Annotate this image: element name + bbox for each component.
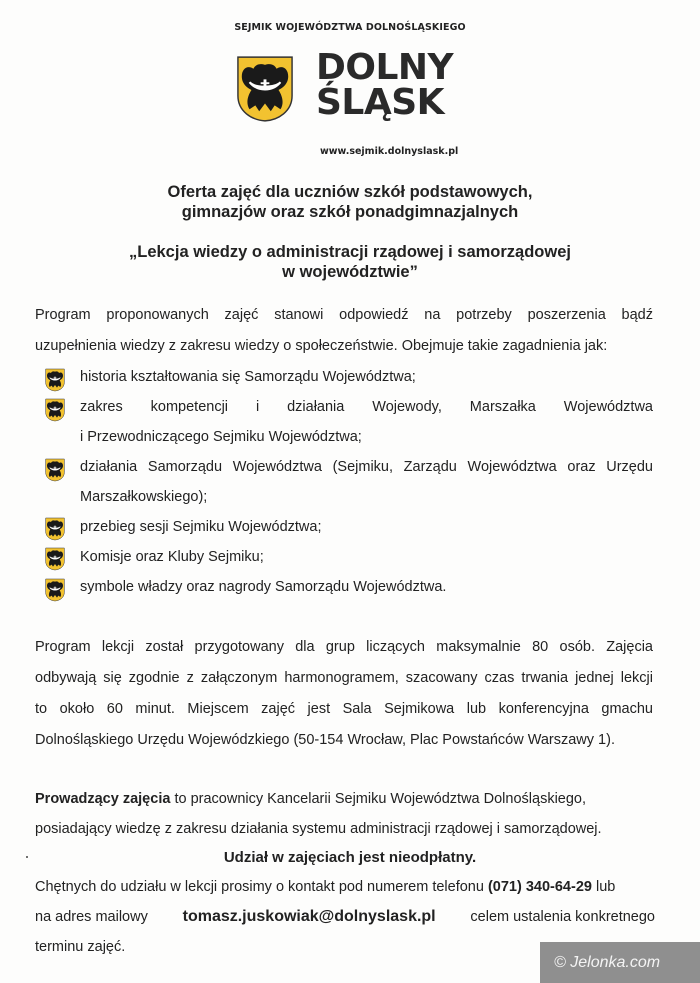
crest-bullet-icon	[45, 578, 65, 602]
brand-line-1: DOLNY	[316, 47, 454, 88]
contact-line-1-pre: Chętnych do udziału w lekcji prosimy o kontakt pod numerem telefonu	[35, 879, 488, 895]
offer-title-line-2: gimnazjów oraz szkół ponadgimnazjalnych	[181, 203, 519, 221]
crest-bullet-icon	[45, 458, 65, 482]
brand-logo	[316, 47, 454, 123]
contact-email[interactable]: tomasz.juskowiak@dolnyslask.pl	[182, 908, 436, 925]
topic-item-continued: Marszałkowskiego);	[80, 489, 208, 505]
contact-line-1-post: lub	[591, 879, 616, 895]
topic-item-continued: i Przewodniczącego Sejmiku Województwa;	[80, 429, 362, 445]
leaders-bold-lead: Prowadzący zajęcia	[35, 791, 171, 807]
crest-bullet-icon	[45, 368, 65, 392]
program-line-1: Program lekcji został przygotowany dla grup liczących maksymalnie 80 osób. Zajęcia	[35, 639, 653, 655]
leaders-line-2: posiadający wiedzę z zakresu działania systemu administracji rządowej i samorządowej.	[35, 821, 602, 837]
intro-line-2: uzupełnienia wiedzy z zakresu wiedzy o społeczeństwie. Obejmuje takie zagadnienia jak:	[35, 338, 608, 354]
topic-item: przebieg sesji Sejmiku Województwa;	[80, 519, 322, 535]
topic-item: działania Samorządu Województwa (Sejmiku, Zarządu Województwa oraz Urzędu	[80, 459, 653, 475]
brand-line-2: ŚLĄSK	[316, 82, 445, 123]
topic-item: Komisje oraz Kluby Sejmiku;	[80, 549, 264, 565]
free-participation-notice: Udział w zajęciach jest nieodpłatny.	[223, 849, 477, 866]
crest-bullet-icon	[45, 547, 65, 571]
offer-title-line-1: Oferta zajęć dla uczniów szkół podstawowych,	[167, 183, 533, 201]
contact-line-1	[35, 872, 615, 902]
topic-item: zakres kompetencji i działania Wojewody, Marszałka Województwa	[80, 399, 653, 415]
leaders-line-1	[35, 784, 655, 814]
program-line-3: to około 60 minut. Miejscem zajęć jest Sala Sejmikowa lub konferencyjna gmachu	[35, 701, 653, 717]
website-link[interactable]: www.sejmik.dolnyslask.pl	[320, 146, 459, 157]
lower-silesia-eagle-crest-icon	[236, 55, 294, 123]
intro-line-1: Program proponowanych zajęć stanowi odpowiedź na potrzeby poszerzenia bądź	[35, 307, 653, 323]
lesson-title-line-1: „Lekcja wiedzy o administracji rządowej i samorządowej	[129, 243, 571, 261]
crest-bullet-icon	[45, 517, 65, 541]
watermark: © Jelonka.com	[540, 942, 700, 983]
leaders-line-1-rest: to pracownicy Kancelarii Sejmiku Województwa Dolnośląskiego,	[170, 791, 587, 807]
contact-phone[interactable]: (071) 340-64-29	[487, 879, 592, 895]
contact-line-3: terminu zajęć.	[35, 939, 126, 955]
program-line-4: Dolnośląskiego Urzędu Wojewódzkiego (50-154 Wrocław, Plac Powstańców Warszawy 1).	[35, 732, 615, 748]
contact-line-2-post: celem ustalenia konkretnego	[470, 909, 655, 925]
program-line-2: odbywają się zgodnie z załączonym harmonogramem, szacowany czas trwania jednej lekcji	[35, 670, 653, 686]
topic-item: symbole władzy oraz nagrody Samorządu Województwa.	[80, 579, 447, 595]
crest-bullet-icon	[45, 398, 65, 422]
topic-item: historia kształtowania się Samorządu Województwa;	[80, 369, 416, 385]
contact-line-2-pre: na adres mailowy	[35, 909, 148, 925]
organization-name: SEJMIK WOJEWÓDZTWA DOLNOŚLĄSKIEGO	[234, 22, 466, 33]
lesson-title-line-2: w województwie”	[282, 263, 418, 281]
contact-line-2	[35, 902, 655, 932]
